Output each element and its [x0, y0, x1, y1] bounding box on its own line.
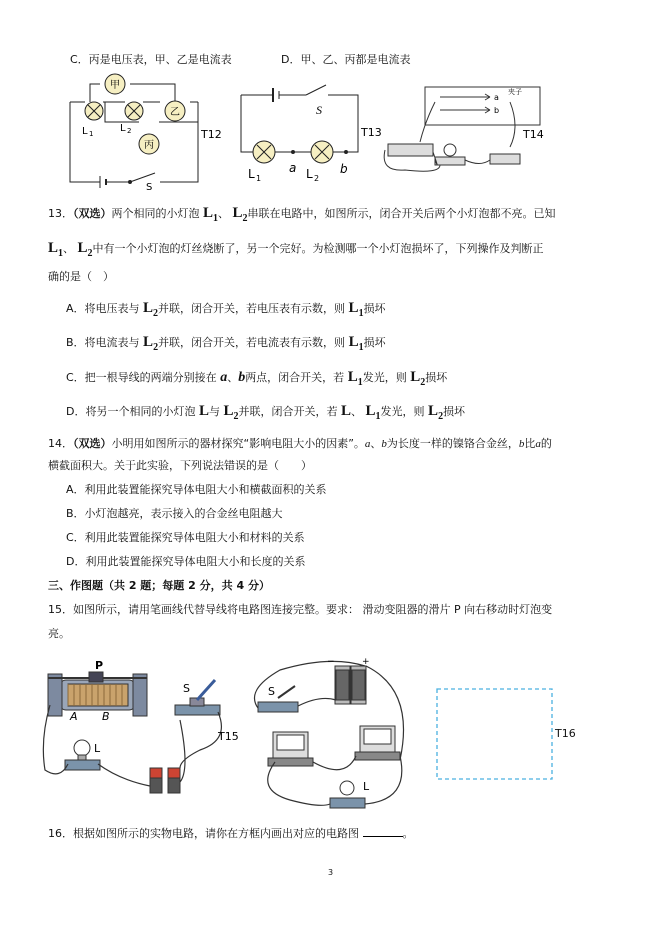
t16-l: L [363, 780, 370, 793]
t13-l2: L [306, 167, 313, 181]
t16-s: S [268, 685, 275, 698]
q13-option-c: C．把一根导线的两端分别接在 a、b两点，闭合开关，若 $L_1$发光，则 $L_2$损坏 [66, 369, 448, 388]
q15-line2: 亮。 [48, 627, 70, 640]
t13-a: a [289, 161, 297, 175]
figure-t13 [236, 80, 386, 190]
t15-b: B [102, 710, 110, 723]
q14-option-c: C．利用此装置能探究导体电阻大小和材料的关系 [66, 531, 305, 544]
t12-meter-bing: 丙 [144, 140, 154, 151]
figure-t12 [60, 72, 235, 192]
q14-option-d: D．利用此装置能探究导体电阻大小和长度的关系 [66, 555, 306, 568]
t12-l1-sub: 1 [89, 130, 94, 138]
q13-option-b: B．将电流表与 $L_2$并联，闭合开关，若电流表有示数，则 $L_1$损坏 [66, 334, 386, 353]
t13-tag: T13 [361, 126, 382, 139]
t13-switch: S [316, 103, 322, 117]
t12-l1: L [82, 126, 88, 137]
t12-meter-jia: 甲 [110, 80, 120, 91]
t15-s: S [183, 682, 190, 695]
t15-p: P [95, 660, 104, 672]
t15-tag: T15 [218, 730, 239, 743]
q13-line1: 13．（双选）两个相同的小灯泡 $L_1$、 $L_2$串联在电路中，如图所示，闭合开关后两个小灯泡都不亮。已知 [48, 205, 556, 224]
q14-line2: 横截面积大。关于此实验，下列说法错误的是（ ） [48, 459, 312, 472]
q13-line2: $L_1$、 $L_2$中有一个小灯泡的灯丝烧断了，另一个完好。为检测哪一个小灯泡损坏了，下列操作及判断正 [48, 240, 544, 259]
t13-l2-sub: 2 [314, 174, 320, 183]
figure-t14 [380, 82, 555, 182]
t16-tag: T16 [555, 727, 576, 740]
t13-l1: L [248, 167, 255, 181]
page-number: 3 [327, 868, 334, 877]
t12-l2: L [120, 123, 126, 134]
q13-line3: 确的是（ ） [48, 270, 114, 283]
q16-text: 16．根据如图所示的实物电路，请你在方框内画出对应的电路图 。 [48, 827, 414, 840]
q14-line1: 14．（双选）小明用如图所示的器材探究“影响电阻大小的因素”。a、b为长度一样的镍铬合金丝，b比a的 [48, 437, 552, 450]
q13-option-d: D．将另一个相同的小灯泡 L与 $L_2$并联，闭合开关，若 L、 $L_1$发光，则 $L_2$损坏 [66, 403, 466, 422]
t13-b: b [340, 162, 348, 176]
t12-tag: T12 [201, 128, 222, 141]
t14-tag: T14 [523, 128, 544, 141]
section-3-heading: 三、作图题（共 2 题；每题 2 分，共 4 分） [48, 579, 270, 592]
t14-b: b [494, 106, 500, 115]
t12-switch: S [146, 182, 153, 192]
t12-l2-sub: 2 [127, 127, 132, 135]
t12-meter-yi: 乙 [170, 107, 180, 118]
q14-option-a: A．利用此装置能探究导体电阻大小和横截面积的关系 [66, 483, 327, 496]
figure-t16-circuit [250, 650, 415, 820]
t14-clip: 夹子 [508, 88, 522, 96]
q15-line1: 15．如图所示，请用笔画线代替导线将电路图连接完整。要求： 滑动变阻器的滑片 P 向右移动时灯泡变 [48, 603, 553, 616]
t16-plus: + [362, 657, 370, 667]
q14-option-b: B．小灯泡越亮，表示接入的合金丝电阻越大 [66, 507, 283, 520]
t15-a: A [70, 710, 78, 723]
t14-a: a [494, 93, 499, 102]
t15-l: L [94, 742, 101, 755]
q16-blank[interactable] [363, 826, 403, 837]
t16-minus: − [327, 657, 335, 667]
t13-l1-sub: 1 [256, 174, 262, 183]
q12-option-c: C．丙是电压表，甲、乙是电流表 [70, 53, 232, 66]
q12-option-d: D．甲、乙、丙都是电流表 [281, 53, 411, 66]
q13-option-a: A．将电压表与 $L_2$并联，闭合开关，若电压表有示数，则 $L_1$损坏 [66, 300, 386, 319]
figure-t15 [40, 660, 275, 800]
figure-t16-answer-box [436, 688, 556, 782]
